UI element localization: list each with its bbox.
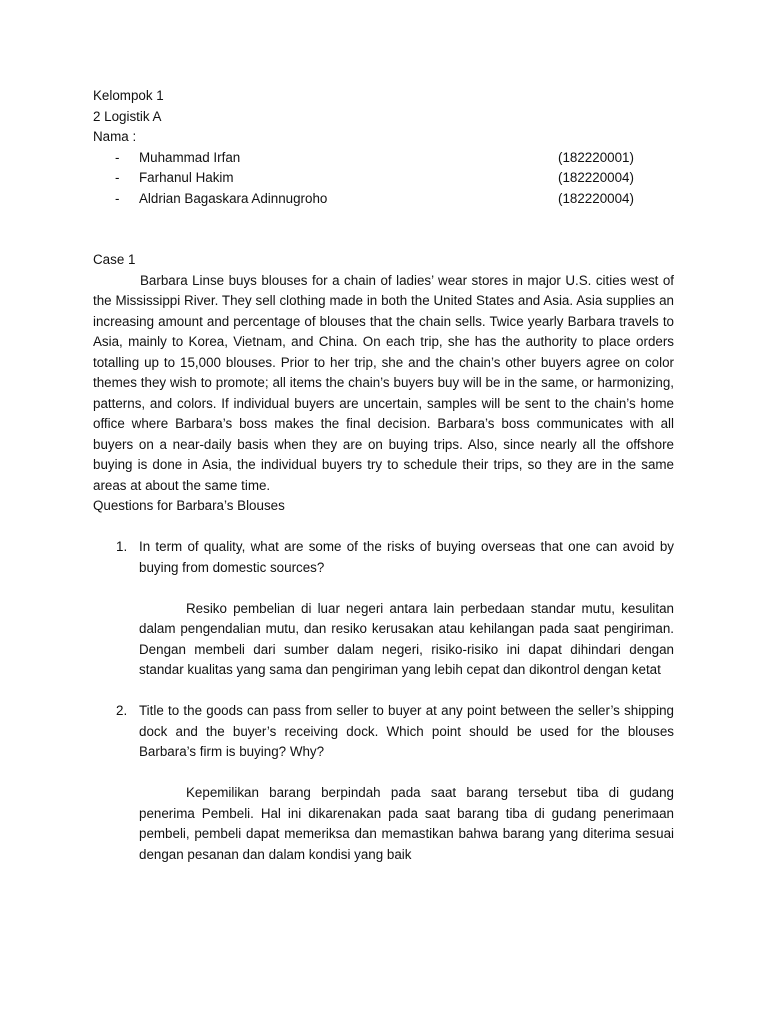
spacer: [93, 681, 674, 702]
case-body: Barbara Linse buys blouses for a chain of ladies’ wear stores in major U.S. cities west of the Mississippi River. They sell clothing made in both the United States and Asia. Asia supplies an increasing amount and percentage of blouses that the chain sells. Twice yearly Barbara travels to Asia, mainly to Korea, Vietnam, and China. On each trip, she has the authority to place orders totalling up to 15,000 blouses. Prior to her trip, she and the chain’s other buyers agree on color themes they wish to promote; all items the chain’s buyers buy will be in the same, or harmonizing, patterns, and colors. If individual buyers are uncertain, samples will be sent to the chain’s home office where Barbara’s boss makes the final decision. Barbara’s boss communicates with all buyers on a near-daily basis when they are on buying trips. Also, since nearly all the offshore buying is done in Asia, the individual buyers try to schedule their trips, so they are in the same areas at about the same time.: [93, 272, 674, 493]
case-title: Case 1: [93, 252, 136, 267]
questions-heading: Questions for Barbara’s Blouses: [93, 498, 285, 513]
member-name: Farhanul Hakim: [139, 170, 234, 185]
list-dash: -: [115, 190, 120, 206]
member-id: (182220001): [558, 149, 634, 165]
group-label: Kelompok 1: [93, 88, 164, 103]
name-label: Nama :: [93, 129, 137, 144]
member-name: Aldrian Bagaskara Adinnugroho: [139, 190, 328, 206]
member-name: Muhammad Irfan: [139, 149, 241, 165]
question-number: 1.: [116, 539, 128, 554]
question-number: 2.: [116, 703, 128, 718]
member-row: [93, 148, 674, 169]
spacer: [93, 578, 674, 599]
spacer: [93, 209, 674, 230]
class-label: 2 Logistik A: [93, 108, 162, 124]
answer-2: Kepemilikan barang berpindah pada saat barang tersebut tiba di gudang penerima Pembeli. Hal ini dikarenakan pada saat barang tiba di gudang penerimaan pembeli, pembeli dapat memeriksa dan memastikan bahwa barang yang diterima sesuai dengan pesanan dan dalam kondisi yang baik: [139, 785, 674, 862]
question-2: [93, 701, 674, 763]
list-dash: -: [115, 149, 120, 165]
question-text: In term of quality, what are some of the risks of buying overseas that one can avoid by buying from domestic sources?: [139, 539, 674, 575]
spacer: [93, 763, 674, 784]
list-dash: -: [115, 170, 120, 185]
question-text: Title to the goods can pass from seller to buyer at any point between the seller’s shipping dock and the buyer’s receiving dock. Which point should be used for the blouses Barbara’s firm is buying? Why?: [139, 703, 674, 759]
question-1: [93, 537, 674, 578]
answer-1: Resiko pembelian di luar negeri antara lain perbedaan standar mutu, kesulitan dalam pengendalian mutu, dan resiko kerusakan atau kehilangan pada saat pengiriman. Dengan membeli dari sumber dalam negeri, risiko-risiko ini dapat dihindari dengan standar kualitas yang sama dan pengiriman yang lebih cepat dan dikontrol dengan ketat: [139, 600, 674, 677]
member-row: [93, 189, 674, 210]
member-id: (182220004): [558, 170, 634, 185]
spacer: [93, 517, 674, 538]
member-row: [93, 168, 674, 189]
member-id: (182220004): [558, 190, 634, 206]
spacer: [93, 230, 674, 251]
